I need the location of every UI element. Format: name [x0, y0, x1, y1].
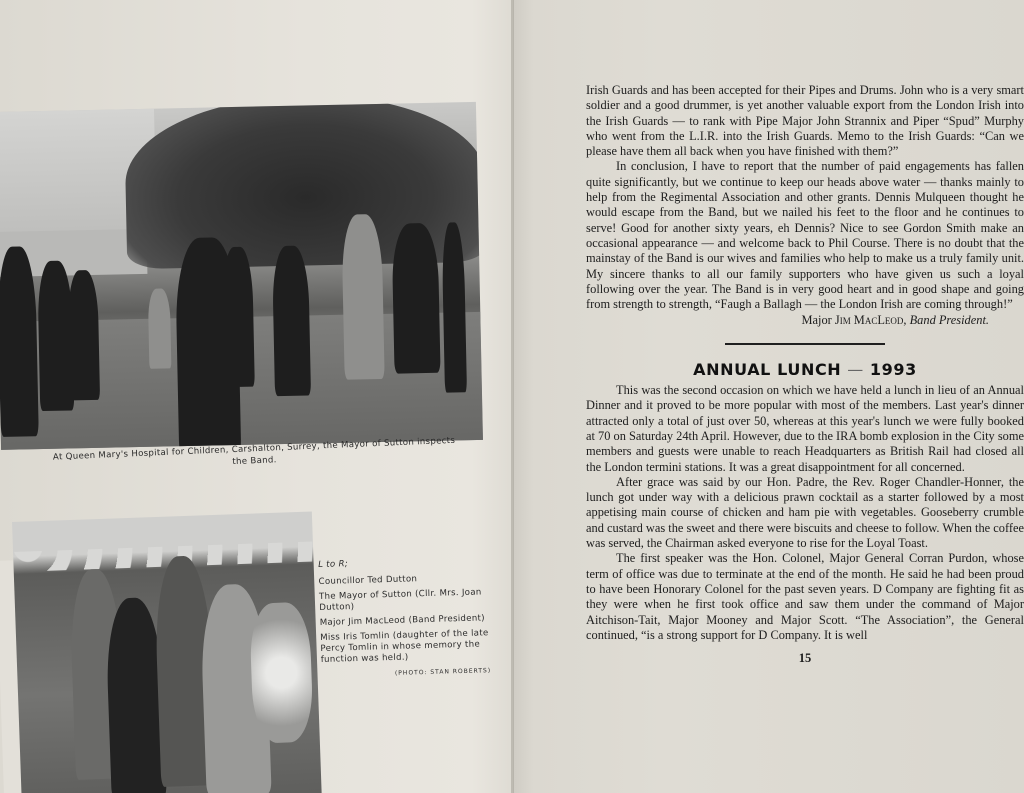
heading-dash: —	[847, 359, 864, 379]
page-number: 15	[798, 651, 812, 666]
paragraph: In conclusion, I have to report that the number of paid engagements has fallen quite significantly, but we continue to keep our heads above water — thanks mainly to help from the Regimental Association and other grants. Dennis Mulqueen thought he would escape from the Band, but we nailed his feet to the floor and he continues to serve! Good for another sixty years, eh Dennis? Nice to see Gordon Smith make an occasional appearance — and welcome back to Phil Course. There is no doubt that the mainstay of the Band is our wives and families who help to make us a truly family unit. My sincere thanks to all our family supporters who have given us such a loyal following over the year. The Band is in very good heart and in good shape and going from strength to strength, “Faugh a Ballagh — the London Irish are coming through!”	[586, 159, 1024, 312]
bystander-figure	[148, 288, 172, 368]
piper-figure	[222, 247, 255, 388]
caption-line: Miss Iris Tomlin (daughter of the late Percy Tomlin in whose memory the function was held.)	[320, 628, 489, 665]
signoff-title: Band President.	[909, 313, 989, 328]
article-text	[586, 83, 1024, 666]
heading-main: ANNUAL LUNCH	[693, 359, 842, 379]
paragraph: After grace was said by our Hon. Padre, the Rev. Roger Chandler-Honner, the lunch got under way with a delicious prawn cocktail as a starter followed by a most appetising main course of chicken and ham pie with vegetables. Gooseberry crumble and custard was the sweet and there were biscuits and cheese to follow. When the coffee was served, the Chairman asked everyone to rise for the Loyal Toast.	[586, 474, 1024, 551]
caption-line: The Mayor of Sutton (Cllr. Mrs. Joan Dutton)	[318, 587, 482, 613]
piper-figure	[391, 223, 440, 374]
paragraph: The first speaker was the Hon. Colonel, Major General Corran Purdon, whose term of office was due to terminate at the end of the month. He said he had been proud to have been Honorary Colonel for the past seven years. D Company are fighting fit as they were when he first took office and saw them under the command of Major Aitchison-Tait, Major Mooney and Major Scott. “The Association”, the General continued, “is a strong support for D Company. It is well	[586, 551, 1024, 642]
section-divider	[725, 343, 885, 345]
flower-arrangement	[249, 602, 314, 744]
top-photo-caption: At Queen Mary's Hospital for Children, Carshalton, Surrey, the Mayor of Sutton inspects the Band.	[52, 435, 456, 468]
mayor-figure	[272, 245, 311, 396]
photo-credit: (PHOTO: STAN ROBERTS)	[394, 667, 492, 677]
tent-scallop	[13, 542, 314, 572]
book-gutter	[511, 0, 514, 793]
piper-figure	[67, 270, 100, 401]
signoff	[586, 313, 1024, 328]
group-portrait-photo	[12, 512, 322, 793]
signoff-rank: Major	[801, 313, 832, 328]
section-heading	[586, 359, 1024, 379]
caption-line: Councillor Ted Dutton	[318, 574, 418, 587]
signoff-name: Jim MacLeod,	[834, 313, 907, 328]
band-inspection-photo	[0, 102, 483, 450]
officer-figure	[341, 214, 384, 380]
heading-year: 1993	[869, 359, 917, 379]
bottom-photo-caption	[318, 555, 501, 681]
paragraph: This was the second occasion on which we have held a lunch in lieu of an Annual Dinner and it proved to be more popular with most of the members. Last year's dinner attracted only a total of just over 50, whereas at this year's lunch we were fully booked at 70 on Saturday 24th April. However, due to the IRA bomb explosion in the City some members and guests were unable to reach Headquarters as British Rail had closed all the London termini stations. It was a great disappointment for all concerned.	[586, 383, 1024, 474]
caption-line: Major Jim MacLeod (Band President)	[319, 613, 486, 628]
paragraph: Irish Guards and has been accepted for their Pipes and Drums. John who is a very smart soldier and a good drummer, is yet another valuable export from the London Irish into the Irish Guards — to rank with Pipe Major John Strannix and Piper “Spud” Murphy who went from the L.I.R. into the Irish Guards. Memo to the Irish Guards: “Can we please have them all back when you have finished with them?”	[586, 83, 1024, 159]
caption-heading: L to R;	[318, 559, 349, 570]
